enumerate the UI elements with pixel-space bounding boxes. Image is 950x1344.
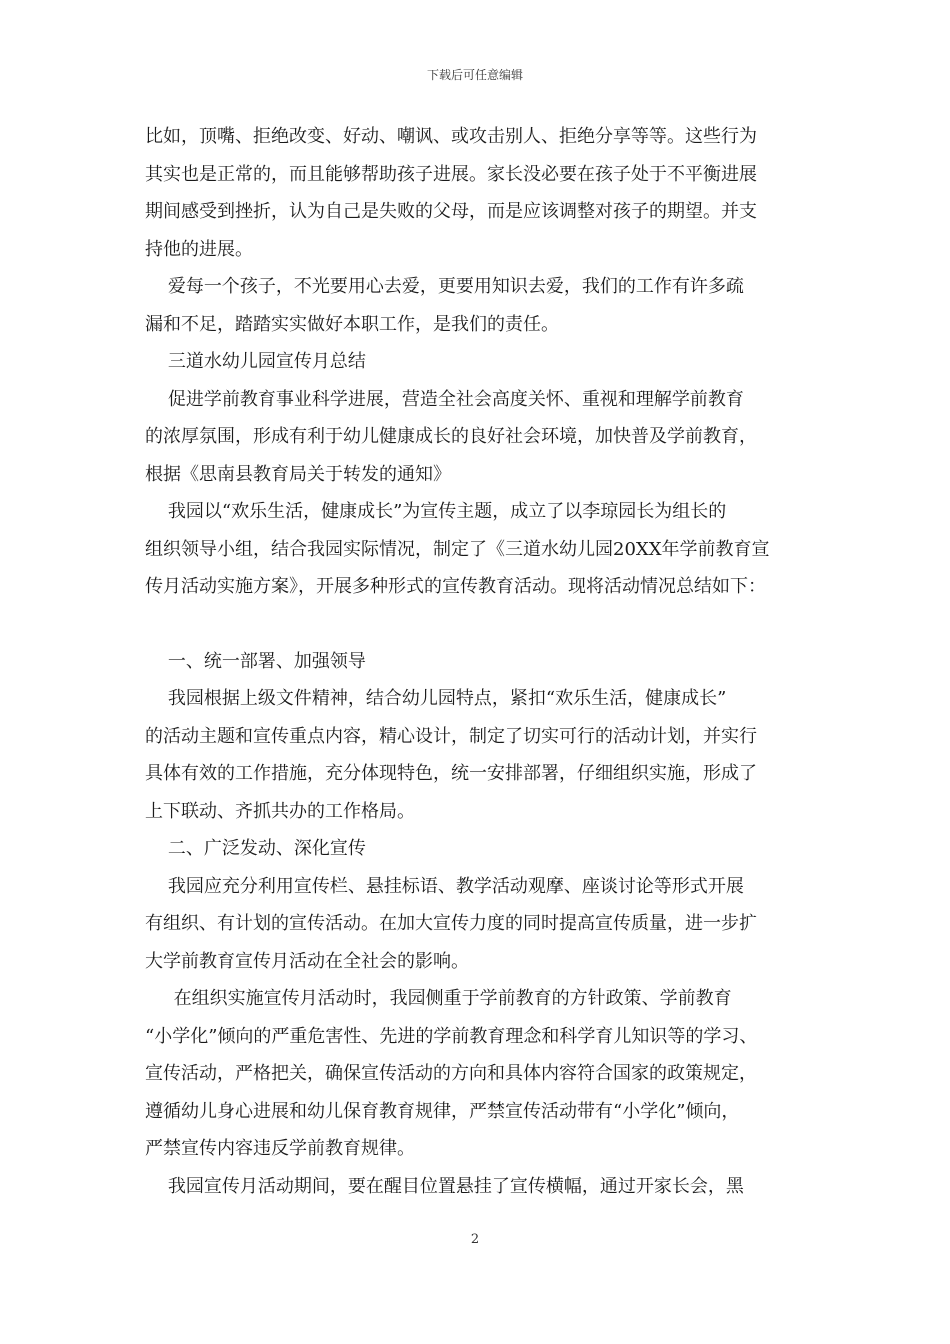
text-line: 我园宣传月活动期间，要在醒目位置悬挂了宣传横幅，通过开家长会，黑 — [145, 1175, 744, 1197]
text-line: 上下联动、齐抓共办的工作格局。 — [145, 800, 415, 822]
text-line: 期间感受到挫折，认为自己是失败的父母，而是应该调整对孩子的期望。并支 — [145, 201, 757, 222]
section-heading: 二、广泛发动、深化宣传 — [145, 838, 366, 859]
text-line: 根据《思南县教育局关于转发的通知》 — [145, 463, 451, 485]
text-line: 的活动主题和宣传重点内容，精心设计，制定了切实可行的活动计划，并实行 — [145, 725, 757, 747]
text-line: “小学化”倾向的严重危害性、先进的学前教育理念和科学育儿知识等的学习、 — [145, 1025, 758, 1047]
text-line: 在组织实施宣传月活动时，我园侧重于学前教育的方针政策、学前教育 — [145, 988, 732, 1009]
section-heading: 一、统一部署、加强领导 — [145, 650, 366, 672]
text-line: 爱每一个孩子，不光要用心去爱，更要用知识去爱，我们的工作有许多疏 — [145, 276, 744, 297]
text-line: 严禁宣传内容违反学前教育规律。 — [145, 1138, 415, 1159]
text-line: 大学前教育宣传月活动在全社会的影响。 — [145, 950, 469, 972]
text-line: 持他的进展。 — [145, 238, 253, 260]
text-line: 具体有效的工作措施，充分体现特色，统一安排部署，仔细组织实施，形成了 — [145, 763, 757, 784]
text-line: 我园以“欢乐生活，健康成长”为宣传主题，成立了以李琼园长为组长的 — [145, 501, 727, 522]
text-line: 宣传活动，严格把关，确保宣传活动的方向和具体内容符合国家的政策规定， — [145, 1063, 757, 1084]
text-line: 传月活动实施方案》，开展多种形式的宣传教育活动。现将活动情况总结如下： — [145, 576, 766, 597]
document-body — [145, 118, 815, 1205]
page-number: 2 — [470, 1232, 480, 1247]
text-line: 其实也是正常的，而且能够帮助孩子进展。家长没必要在孩子处于不平衡进展 — [145, 163, 757, 185]
section-title: 三道水幼儿园宣传月总结 — [145, 351, 366, 372]
text-line: 有组织、有计划的宣传活动。在加大宣传力度的同时提高宣传质量，进一步扩 — [145, 913, 757, 934]
text-line: 比如，顶嘴、拒绝改变、好动、嘲讽、或攻击别人、拒绝分享等等。这些行为 — [145, 126, 757, 147]
text-line: 我园根据上级文件精神，结合幼儿园特点，紧扣“欢乐生活，健康成长” — [145, 688, 727, 709]
text-line: 遵循幼儿身心进展和幼儿保育教育规律，严禁宣传活动带有“小学化”倾向， — [145, 1100, 740, 1122]
blank-line — [145, 606, 815, 643]
text-line: 我园应充分利用宣传栏、悬挂标语、教学活动观摩、座谈讨论等形式开展 — [145, 875, 744, 897]
text-line: 组织领导小组，结合我园实际情况，制定了《三道水幼儿园20XX年学前教育宣 — [145, 538, 770, 560]
page-header: 下载后可任意编辑 — [426, 68, 523, 82]
text-line: 的浓厚氛围，形成有利于幼儿健康成长的良好社会环境，加快普及学前教育， — [145, 426, 757, 447]
text-line: 漏和不足，踏踏实实做好本职工作，是我们的责任。 — [145, 313, 559, 335]
text-line: 促进学前教育事业科学进展，营造全社会高度关怀、重视和理解学前教育 — [145, 388, 744, 410]
